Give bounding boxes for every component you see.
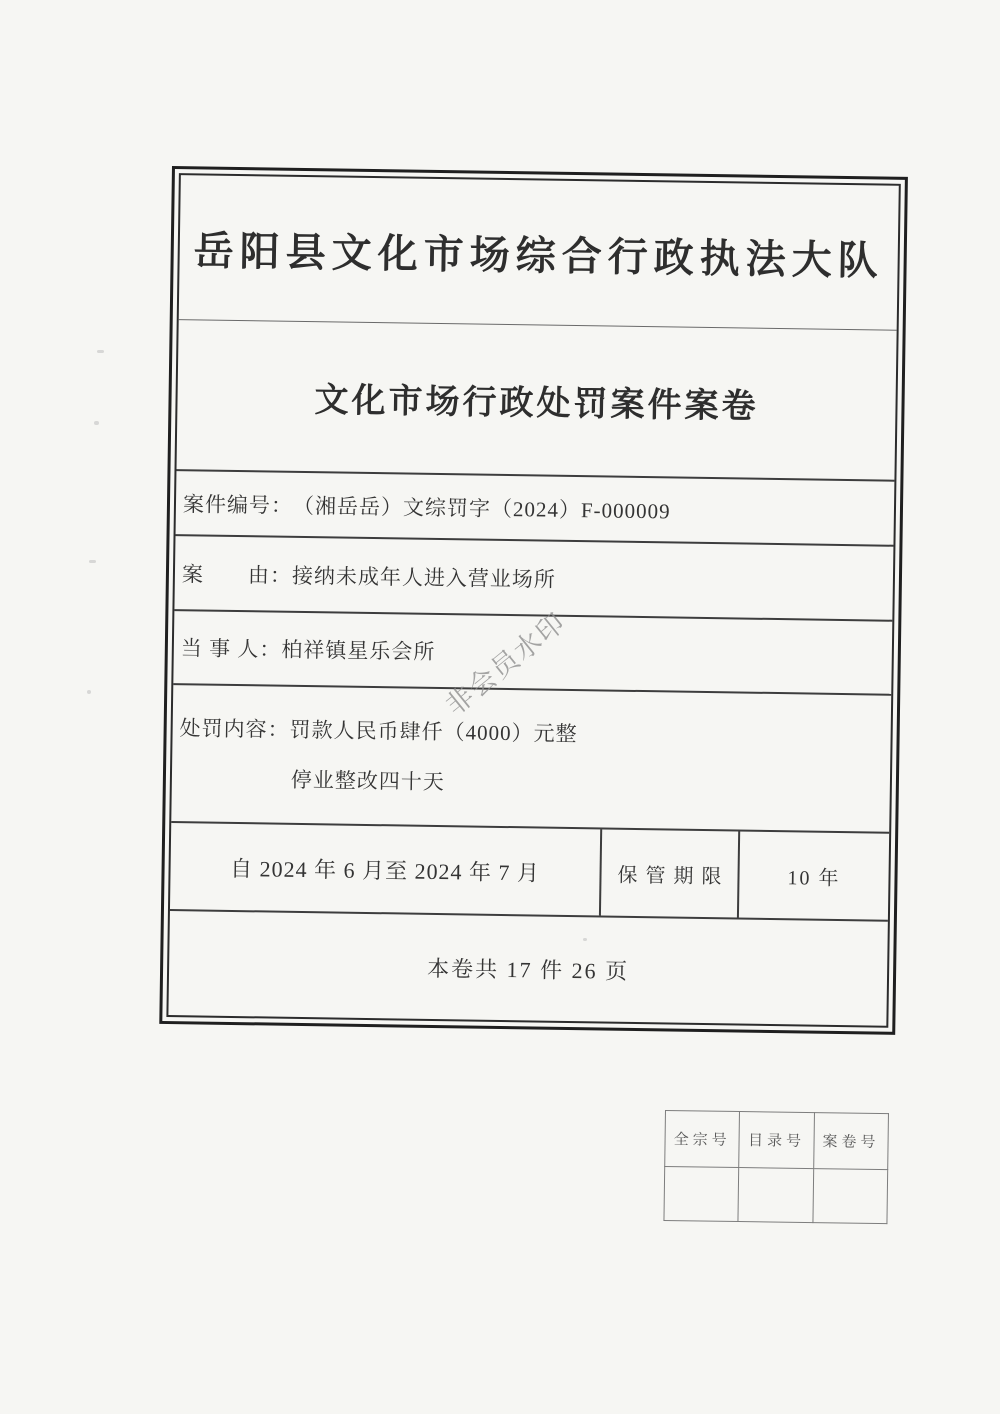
case-file-cover-frame — [159, 166, 908, 1035]
archive-file-number-header: 案卷号 — [813, 1113, 888, 1170]
membership-watermark: 非会员水印 — [440, 606, 572, 722]
volume-info: 本卷共 17 件 26 页 — [168, 909, 887, 1026]
penalty-line-1 — [179, 703, 578, 759]
penalty-line-1-text: 罚款人民币肆仟（4000）元整 — [289, 717, 578, 747]
scan-speck — [583, 938, 587, 941]
archive-catalog-number-cell — [738, 1168, 813, 1223]
case-file-cover-table — [166, 173, 900, 1028]
archive-fonds-number-header: 全宗号 — [665, 1111, 740, 1168]
penalty-content — [179, 703, 578, 809]
case-number-value: （湘岳岳）文综罚字（2024）F-000009 — [292, 493, 671, 523]
scan-speck — [87, 690, 91, 694]
case-number-row — [176, 469, 895, 545]
document-title: 文化市场行政处罚案件案卷 — [177, 319, 897, 480]
archive-number-table — [663, 1110, 889, 1224]
scan-speck — [94, 421, 99, 425]
penalty-row — [171, 683, 891, 832]
archive-header-row — [665, 1111, 889, 1170]
scan-speck — [89, 560, 96, 563]
retention-period-value: 10 年 — [737, 831, 889, 919]
case-cause-label: 案 由： — [181, 561, 293, 588]
agency-title: 岳阳县文化市场综合行政执法大队 — [193, 228, 884, 284]
case-number-label: 案件编号： — [182, 491, 294, 518]
archive-catalog-number-header: 目录号 — [739, 1112, 814, 1169]
party-label: 当 事 人： — [180, 636, 282, 662]
party-value: 柏祥镇星乐会所 — [281, 637, 436, 664]
retention-period-label: 保管期限 — [599, 829, 738, 917]
case-cause-value: 接纳未成年人进入营业场所 — [291, 563, 557, 592]
penalty-line-2: 停业整改四十天 — [290, 767, 446, 795]
archive-value-row — [664, 1167, 888, 1224]
date-range: 自 2024 年 6 月至 2024 年 7 月 — [229, 855, 541, 886]
archive-file-number-cell — [813, 1169, 888, 1224]
case-cause-row — [174, 534, 893, 620]
archive-fonds-number-cell — [664, 1167, 739, 1222]
penalty-label: 处罚内容： — [179, 716, 290, 742]
scan-speck — [97, 350, 104, 353]
retention-row — [170, 821, 889, 920]
